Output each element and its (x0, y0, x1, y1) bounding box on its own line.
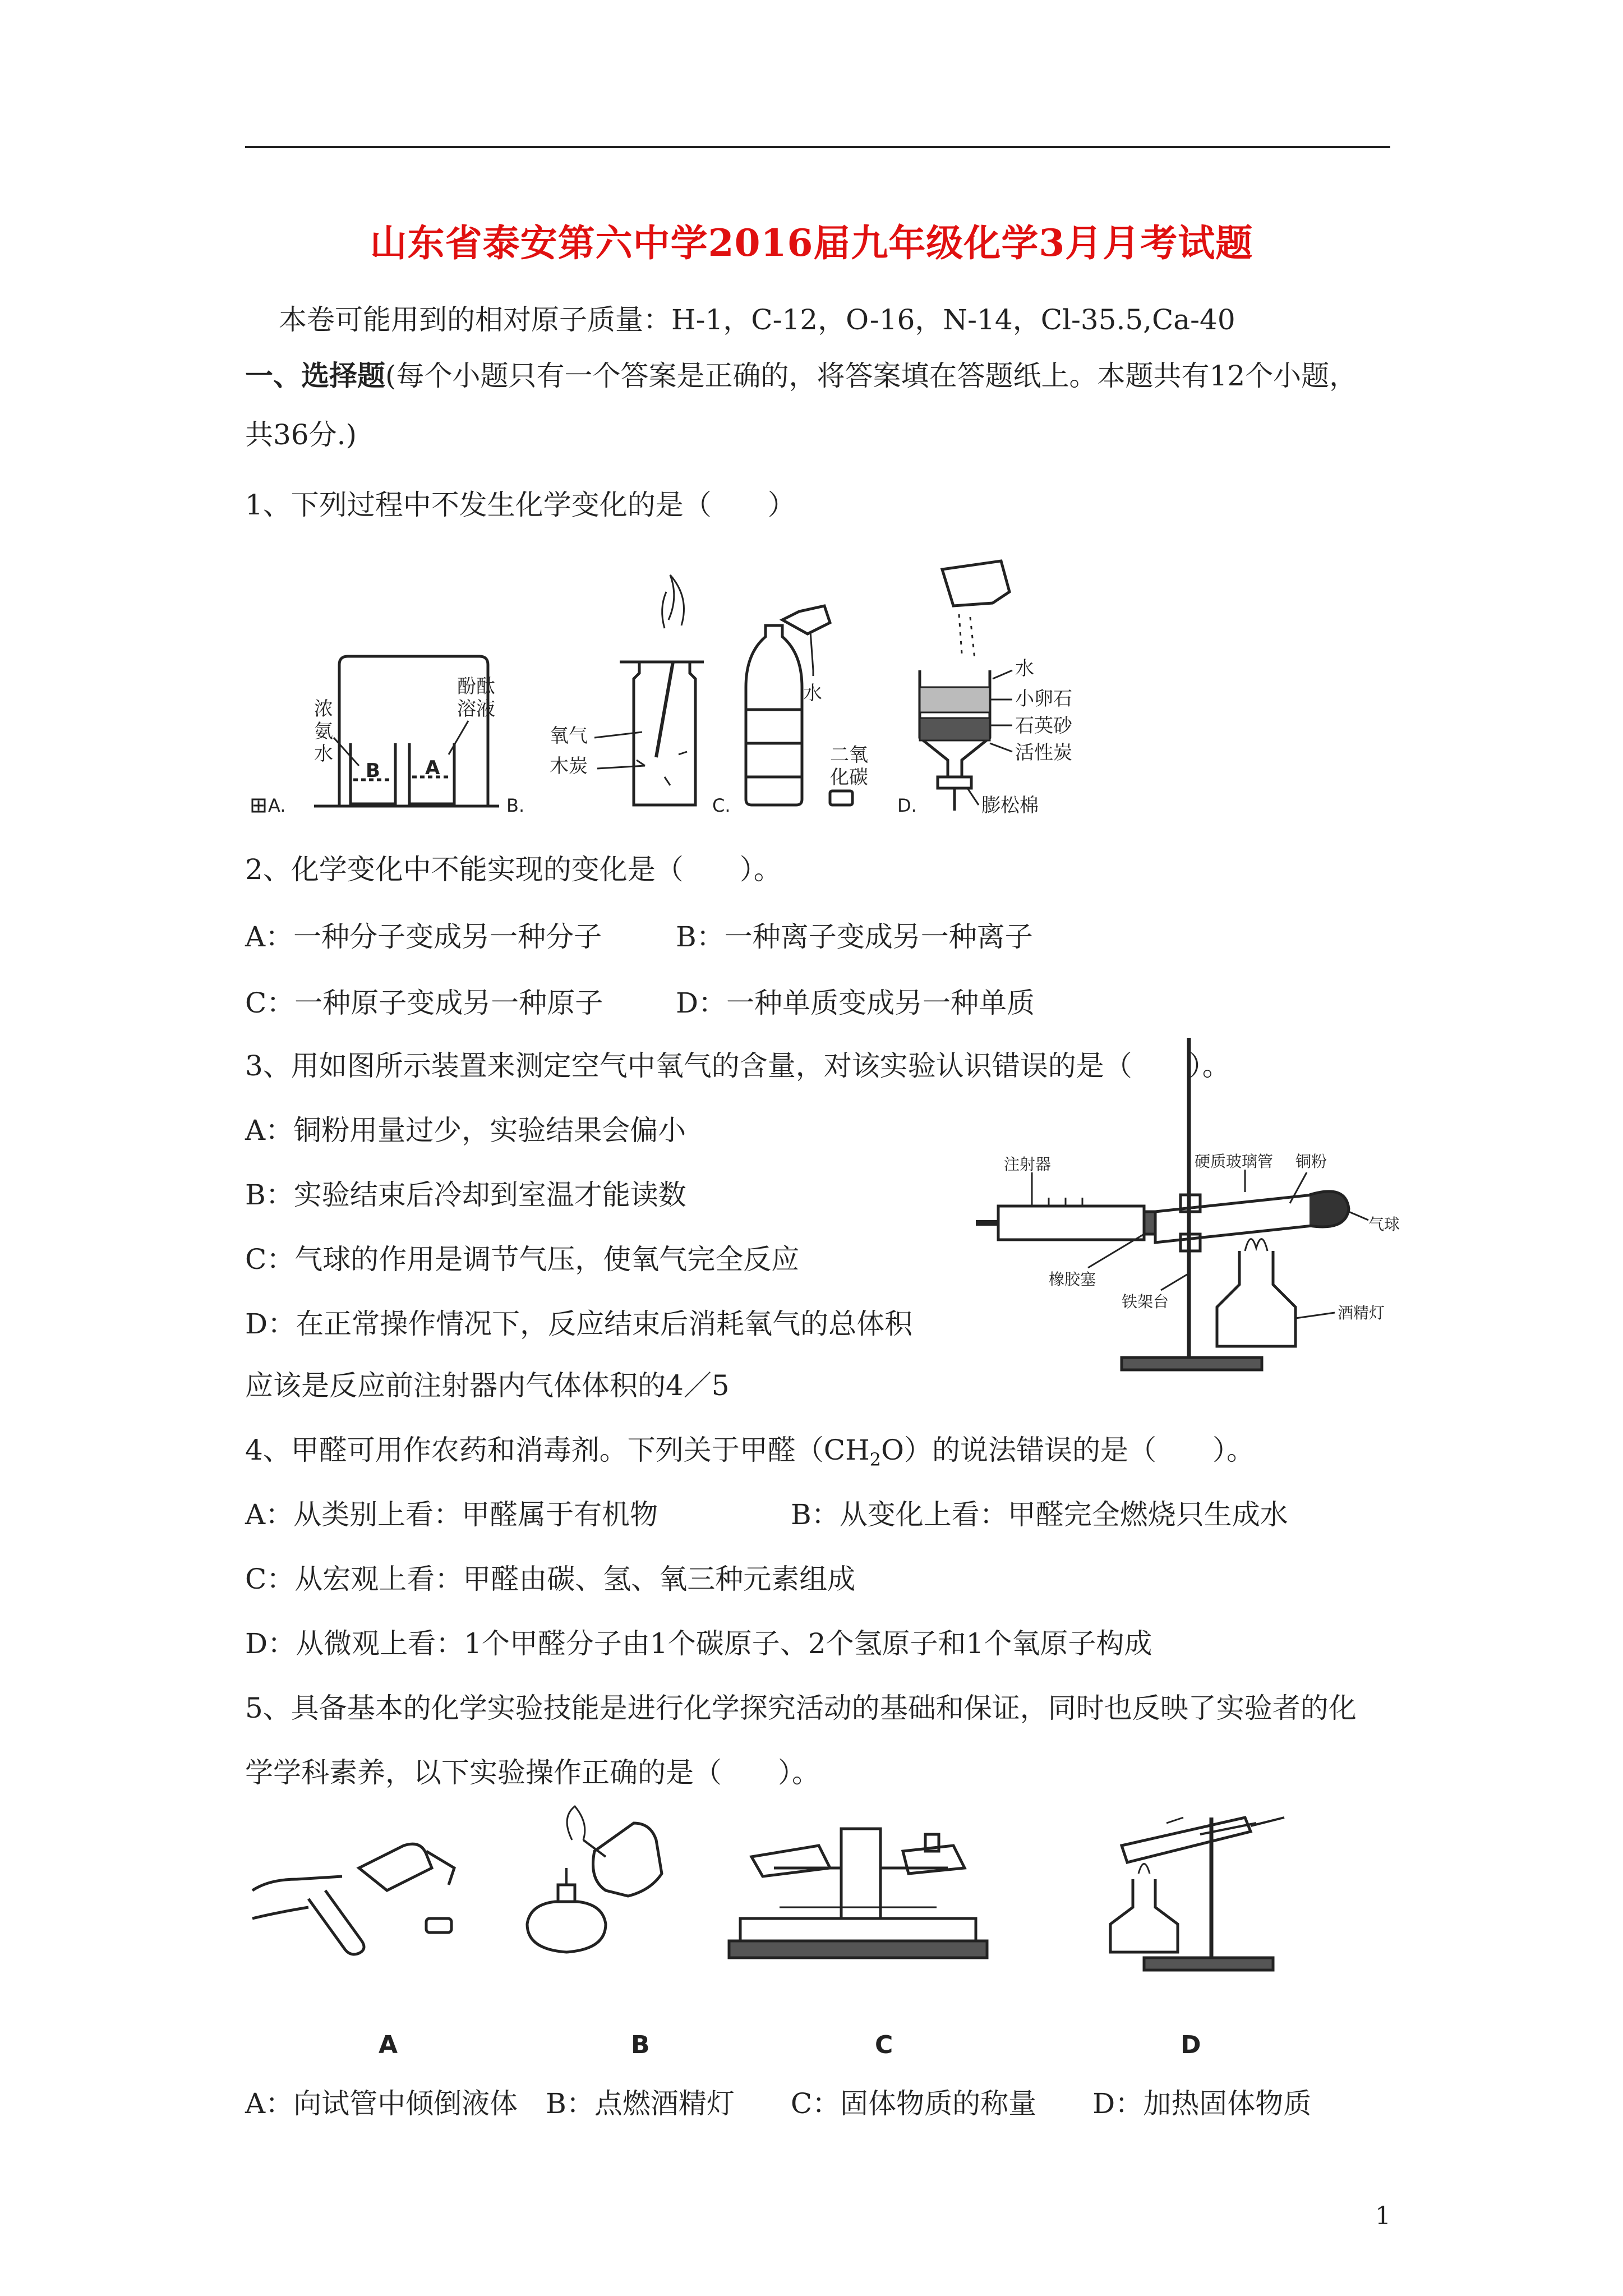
q1-fig-beaker-b: B (366, 760, 380, 782)
q4-option-c: C：从宏观上看：甲醛由碳、氢、氧三种元素组成 (245, 1563, 856, 1595)
q4-stem-post: O）的说法错误的是（ ）。 (881, 1434, 1255, 1466)
q5-stem-line1: 5、具备基本的化学实验技能是进行化学探究活动的基础和保证，同时也反映了实验者的化 (245, 1692, 1357, 1724)
q2-option-a: A：一种分子变成另一种分子 (245, 921, 602, 953)
q3-option-d-line1: D：在正常操作情况下，反应结束后消耗氧气的总体积 (245, 1308, 913, 1340)
header-rule (245, 146, 1390, 148)
q3-fig-lamp: 酒精灯 (1338, 1304, 1385, 1322)
q3-option-a: A：铜粉用量过少，实验结果会偏小 (245, 1114, 686, 1147)
q2-stem: 2、化学变化中不能实现的变化是（ ）。 (245, 853, 782, 886)
q3-fig-tube: 硬质玻璃管 (1195, 1152, 1274, 1171)
q1-fig-label-d: D. (897, 795, 917, 816)
q5-fig-label-c: C (875, 2031, 893, 2059)
page-title: 山东省泰安第六中学2016届九年级化学3月月考试题 (370, 221, 1253, 265)
q1-fig-charcoal: 木炭 (550, 755, 588, 777)
q1-fig-ammonia-3: 水 (314, 743, 333, 765)
q5-figure (247, 1806, 1368, 2064)
q1-fig-carbon: 活性炭 (1015, 742, 1072, 764)
q5-fig-label-a: A (379, 2031, 398, 2059)
q4-option-b: B：从变化上看：甲醛完全燃烧只生成水 (791, 1498, 1288, 1531)
q2-option-b: B：一种离子变成另一种离子 (676, 921, 1033, 953)
q3-fig-copper: 铜粉 (1295, 1152, 1327, 1171)
q3-option-b: B：实验结束后冷却到室温才能读数 (245, 1179, 686, 1211)
q2-option-d: D：一种单质变成另一种单质 (676, 987, 1035, 1019)
q4-option-a: A：从类别上看：甲醛属于有机物 (245, 1498, 658, 1531)
q1-fig-c-water: 水 (803, 682, 822, 705)
q1-fig-cotton: 膨松棉 (981, 794, 1039, 817)
q1-fig-ammonia-2: 氨 (314, 720, 333, 743)
q1-figure (247, 553, 1368, 833)
section1-note-2: 共36分.) (245, 418, 357, 451)
q1-fig-label-c: C. (712, 795, 731, 816)
q4-stem-sub: 2 (869, 1449, 882, 1470)
section1-note-1: (每个小题只有一个答案是正确的，将答案填在答题纸上。本题共有12个小题， (385, 360, 1358, 392)
q3-fig-stand: 铁架台 (1122, 1292, 1169, 1311)
q1-fig-co2-2: 化碳 (830, 766, 868, 789)
q1-fig-beaker-a: A (425, 757, 440, 779)
q1-fig-label-b: B. (506, 795, 525, 816)
q5-stem-line2: 学学科素养，以下实验操作正确的是（ ）。 (245, 1756, 820, 1789)
section1-heading: 一、选择题 (245, 359, 385, 392)
q5-fig-label-b: B (631, 2031, 650, 2059)
q4-option-d: D：从微观上看：1个甲醛分子由1个碳原子、2个氢原子和1个氧原子构成 (245, 1627, 1152, 1660)
q3-fig-balloon: 气球 (1368, 1215, 1400, 1234)
q1-fig-co2-1: 二氧 (830, 744, 868, 766)
q3-figure (976, 1027, 1402, 1391)
q3-option-c: C：气球的作用是调节气压，使氧气完全反应 (245, 1243, 800, 1276)
q1-fig-oxygen: 氧气 (550, 725, 588, 747)
q1-fig-phenol-1: 酚酞 (457, 675, 495, 698)
q5-fig-label-d: D (1181, 2031, 1201, 2059)
q1-fig-label-a: A. (268, 795, 286, 816)
q1-fig-ammonia-1: 浓 (314, 698, 333, 720)
page-number: 1 (1375, 2202, 1391, 2230)
q2-option-c: C：一种原子变成另一种原子 (245, 987, 603, 1019)
q1-fig-phenol-2: 溶液 (457, 698, 495, 720)
q1-stem: 1、下列过程中不发生化学变化的是（ ） (245, 489, 796, 521)
section1-header (245, 359, 1357, 393)
q5-options: A：向试管中倾倒液体 B：点燃酒精灯 C：固体物质的称量 D：加热固体物质 (245, 2087, 1312, 2120)
q3-stem: 3、用如图所示装置来测定空气中氧气的含量，对该实验认识错误的是（ ）。 (245, 1050, 1230, 1082)
q3-option-d-line2: 应该是反应前注射器内气体体积的4／5 (245, 1369, 730, 1402)
q4-stem-pre: 4、甲醛可用作农药和消毒剂。下列关于甲醛（CH (245, 1434, 870, 1466)
q3-fig-syringe: 注射器 (1004, 1155, 1052, 1174)
q1-fig-pebble: 小卵石 (1015, 688, 1072, 710)
q1-fig-quartz: 石英砂 (1015, 715, 1072, 737)
q1-fig-d-water: 水 (1015, 657, 1034, 680)
atomic-mass-note: 本卷可能用到的相对原子质量：H-1，C-12，O-16，N-14，Cl-35.5,Ca-40 (279, 303, 1235, 336)
q3-fig-stopper: 橡胶塞 (1049, 1270, 1096, 1289)
q4-stem (245, 1433, 1255, 1476)
